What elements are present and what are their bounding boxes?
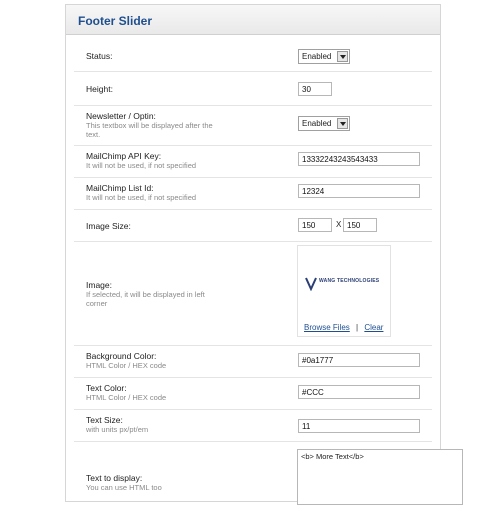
- image-label: Image:: [86, 280, 112, 290]
- image-size-separator: X: [336, 220, 342, 229]
- row-text-display: [74, 443, 432, 501]
- row-image: [74, 243, 432, 346]
- text-size-label: Text Size:: [86, 415, 123, 425]
- link-divider: |: [356, 323, 359, 332]
- row-text-color: [74, 379, 432, 410]
- mailchimp-list-label-group: [86, 183, 196, 202]
- mailchimp-list-hint: It will not be used, if not specified: [86, 193, 197, 202]
- image-height-input[interactable]: 150: [343, 218, 377, 232]
- chevron-down-icon: [337, 118, 348, 129]
- newsletter-select[interactable]: [298, 116, 350, 131]
- status-select-value: Enabled: [302, 52, 332, 61]
- settings-panel: [65, 4, 441, 502]
- bg-color-label-group: [86, 351, 166, 370]
- browse-files-link[interactable]: Browse Files: [304, 323, 350, 332]
- mailchimp-list-label: MailChimp List Id:: [86, 183, 154, 193]
- bg-color-hint: HTML Color / HEX code: [86, 361, 167, 370]
- text-color-input[interactable]: #CCC: [298, 385, 420, 399]
- text-display-label-group: [86, 473, 162, 492]
- newsletter-select-value: Enabled: [302, 119, 332, 128]
- newsletter-label: Newsletter / Optin:: [86, 111, 156, 121]
- bg-color-input[interactable]: #0a1777: [298, 353, 420, 367]
- text-size-input[interactable]: 11: [298, 419, 420, 433]
- clear-link[interactable]: Clear: [364, 323, 384, 332]
- image-actions: [304, 323, 383, 332]
- chevron-down-icon: [337, 51, 348, 62]
- row-bg-color: [74, 347, 432, 378]
- row-mailchimp-key: [74, 147, 432, 178]
- row-newsletter: [74, 107, 432, 146]
- image-preview: [297, 245, 391, 337]
- row-text-size: [74, 411, 432, 442]
- row-mailchimp-list: [74, 179, 432, 210]
- image-size-label: Image Size:: [86, 221, 131, 231]
- height-label: Height:: [86, 84, 113, 94]
- mailchimp-key-input[interactable]: 13332243243543433: [298, 152, 420, 166]
- row-image-size: [74, 211, 432, 242]
- text-size-hint: with units px/pt/em: [86, 425, 149, 434]
- panel-header: [66, 5, 440, 35]
- status-label: Status:: [86, 51, 113, 61]
- mailchimp-list-input[interactable]: 12324: [298, 184, 420, 198]
- logo-text: WANG TECHNOLOGIES: [319, 278, 380, 284]
- height-input[interactable]: 30: [298, 82, 332, 96]
- bg-color-label: Background Color:: [86, 351, 157, 361]
- text-display-label: Text to display:: [86, 473, 143, 483]
- text-color-label: Text Color:: [86, 383, 127, 393]
- image-width-input[interactable]: 150: [298, 218, 332, 232]
- mailchimp-key-label-group: [86, 151, 196, 170]
- mailchimp-key-hint: It will not be used, if not specified: [86, 161, 197, 170]
- status-select[interactable]: [298, 49, 350, 64]
- text-color-label-group: [86, 383, 166, 402]
- mailchimp-key-label: MailChimp API Key:: [86, 151, 162, 161]
- text-display-textarea[interactable]: <b> More Text</b>: [297, 449, 463, 505]
- newsletter-label-group: [86, 111, 226, 139]
- text-color-hint: HTML Color / HEX code: [86, 393, 167, 402]
- image-hint: If selected, it will be displayed in left corner: [86, 290, 205, 308]
- text-display-hint: You can use HTML too: [86, 483, 162, 492]
- company-logo: [305, 276, 381, 292]
- row-status: [74, 41, 432, 72]
- panel-title: Footer Slider: [78, 14, 153, 28]
- row-height: [74, 73, 432, 106]
- newsletter-hint: This textbox will be displayed after the text.: [86, 121, 213, 139]
- image-label-group: [86, 280, 216, 308]
- text-size-label-group: [86, 415, 148, 434]
